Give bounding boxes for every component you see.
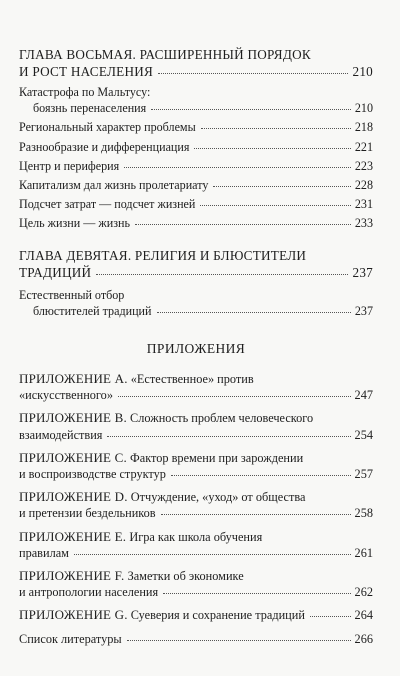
section-title: Подсчет затрат — подсчет жизней bbox=[19, 197, 196, 212]
toc-section[interactable] bbox=[19, 139, 373, 155]
page-number: 254 bbox=[354, 427, 373, 442]
appendix-title: правилам bbox=[19, 545, 69, 560]
appendix-title: Заметки об экономике bbox=[127, 569, 244, 584]
section-title: Центр и периферия bbox=[19, 158, 120, 173]
page-number: 231 bbox=[354, 197, 373, 212]
appendix-f[interactable] bbox=[19, 568, 373, 600]
section-title: блюстителей традиций bbox=[33, 303, 152, 318]
page-number: 247 bbox=[354, 388, 373, 403]
appendix-label: ПРИЛОЖЕНИЕ C. bbox=[19, 449, 127, 465]
dot-leader bbox=[201, 127, 351, 129]
chapter-title-line: И РОСТ НАСЕЛЕНИЯ bbox=[19, 64, 154, 79]
page-number: 264 bbox=[354, 608, 373, 623]
page-number: 266 bbox=[354, 631, 373, 646]
appendix-title: и воспроизводстве структур bbox=[19, 467, 166, 482]
appendix-label: ПРИЛОЖЕНИЕ B. bbox=[19, 410, 127, 426]
chapter-9-heading[interactable] bbox=[19, 247, 373, 281]
dot-leader bbox=[194, 147, 350, 149]
toc-section[interactable] bbox=[19, 215, 373, 231]
appendix-title: и антропологии населения bbox=[19, 585, 159, 600]
appendix-label: ПРИЛОЖЕНИЕ E. bbox=[19, 528, 127, 544]
toc-section[interactable] bbox=[19, 196, 373, 212]
page-number: 233 bbox=[354, 216, 373, 231]
chapter-title-line: ТРАДИЦИЙ bbox=[19, 264, 92, 280]
page-number: 262 bbox=[354, 585, 373, 600]
chapter-8-heading[interactable] bbox=[19, 46, 373, 80]
section-title: боязнь перенаселения bbox=[33, 101, 147, 116]
page-number: 237 bbox=[352, 264, 373, 280]
page-number: 237 bbox=[354, 303, 373, 318]
dot-leader bbox=[200, 204, 350, 206]
toc-section[interactable] bbox=[19, 177, 373, 193]
bibliography-entry[interactable] bbox=[19, 631, 373, 647]
appendix-title: взаимодействия bbox=[19, 427, 103, 442]
appendix-title: «Естественное» против bbox=[130, 372, 254, 387]
chapter-title-line: ГЛАВА ДЕВЯТАЯ. РЕЛИГИЯ И БЛЮСТИТЕЛИ bbox=[19, 247, 307, 263]
dot-leader bbox=[107, 435, 350, 437]
page-number: 210 bbox=[352, 64, 373, 79]
section-title: Естественный отбор bbox=[19, 287, 125, 302]
dot-leader bbox=[310, 615, 351, 617]
appendix-g[interactable] bbox=[19, 607, 373, 623]
appendices-heading: ПРИЛОЖЕНИЯ bbox=[146, 341, 246, 357]
chapter-title-line: ГЛАВА ВОСЬМАЯ. РАСШИРЕННЫЙ ПОРЯДОК bbox=[19, 47, 311, 62]
dot-leader bbox=[163, 592, 350, 594]
dot-leader bbox=[74, 553, 351, 555]
table-of-contents bbox=[19, 46, 373, 654]
appendix-title: «искусственного» bbox=[19, 388, 113, 403]
appendix-e[interactable] bbox=[19, 529, 373, 561]
dot-leader bbox=[118, 395, 351, 397]
page-number: 261 bbox=[354, 545, 373, 560]
page-number: 218 bbox=[354, 120, 373, 135]
appendix-title: Сложность проблем человеческого bbox=[130, 411, 314, 426]
page-number: 257 bbox=[354, 467, 373, 482]
section-title: Катастрофа по Мальтусу: bbox=[19, 85, 151, 99]
dot-leader bbox=[171, 474, 351, 476]
appendix-a[interactable] bbox=[19, 371, 373, 403]
appendix-title: Суеверия и сохранение традиций bbox=[130, 608, 305, 623]
section-title: Разнообразие и дифференциация bbox=[19, 139, 190, 154]
appendix-title: Игра как школа обучения bbox=[129, 529, 263, 544]
appendix-title: Отчуждение, «уход» от общества bbox=[130, 490, 306, 505]
dot-leader bbox=[161, 513, 351, 515]
dot-leader bbox=[151, 108, 351, 110]
page-number: 228 bbox=[354, 178, 373, 193]
appendix-b[interactable] bbox=[19, 410, 373, 442]
appendix-label: ПРИЛОЖЕНИЕ D. bbox=[19, 489, 128, 505]
toc-section[interactable] bbox=[19, 84, 373, 116]
appendix-title: Фактор времени при зарождении bbox=[130, 450, 304, 465]
dot-leader bbox=[158, 72, 348, 74]
appendix-title: и претензии бездельников bbox=[19, 506, 156, 521]
page-number: 221 bbox=[354, 139, 373, 154]
dot-leader bbox=[135, 223, 351, 225]
appendix-c[interactable] bbox=[19, 450, 373, 482]
section-title: Цель жизни — жизнь bbox=[19, 216, 130, 231]
appendix-label: ПРИЛОЖЕНИЕ A. bbox=[19, 371, 128, 387]
appendix-label: ПРИЛОЖЕНИЕ G. bbox=[19, 607, 128, 623]
toc-section[interactable] bbox=[19, 287, 373, 319]
dot-leader bbox=[213, 185, 350, 187]
section-title: Региональный характер проблемы bbox=[19, 120, 196, 135]
page-number: 258 bbox=[354, 506, 373, 521]
dot-leader bbox=[124, 166, 351, 168]
section-title: Капитализм дал жизнь пролетариату bbox=[19, 178, 209, 193]
toc-section[interactable] bbox=[19, 158, 373, 174]
page-number: 223 bbox=[354, 158, 373, 173]
toc-section[interactable] bbox=[19, 119, 373, 135]
appendix-d[interactable] bbox=[19, 489, 373, 521]
dot-leader bbox=[157, 311, 351, 313]
dot-leader bbox=[96, 273, 348, 275]
appendix-label: ПРИЛОЖЕНИЕ F. bbox=[19, 568, 125, 584]
page-number: 210 bbox=[354, 101, 373, 116]
dot-leader bbox=[127, 639, 351, 641]
bibliography-title: Список литературы bbox=[19, 631, 122, 646]
